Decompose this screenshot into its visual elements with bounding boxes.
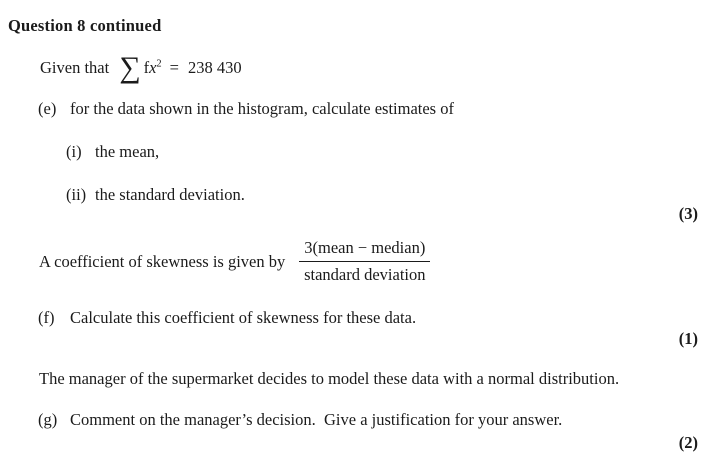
equals-sign: =	[169, 58, 179, 77]
given-prefix: Given that	[40, 58, 110, 77]
term-f: f	[143, 58, 150, 77]
part-e-text: for the data shown in the histogram, calculate estimates of	[70, 99, 454, 118]
part-g-row	[38, 409, 562, 431]
skewness-lead-text: A coefficient of skewness is given by	[39, 251, 286, 271]
part-f-text: Calculate this coefficient of skewness for these data.	[70, 308, 417, 327]
skewness-formula	[299, 237, 430, 286]
question-heading: Question 8 continued	[8, 16, 162, 35]
marks-part-g: (2)	[678, 433, 698, 452]
sum-value: 238 430	[187, 58, 242, 77]
fraction-numerator: 3(mean − median)	[299, 237, 430, 262]
formula-fx-squared	[144, 57, 162, 79]
part-f-row	[38, 307, 416, 329]
item-i-label: (i)	[66, 142, 82, 161]
exponent: 2	[156, 58, 162, 70]
item-ii-text: the standard deviation.	[95, 185, 245, 204]
part-e-item-ii-row	[66, 184, 245, 206]
part-e-item-i-row	[66, 141, 159, 163]
part-g-text: Comment on the manager’s decision. Give a justification for your answer.	[70, 410, 563, 429]
part-e-label: (e)	[38, 99, 57, 118]
item-i-text: the mean,	[95, 142, 160, 161]
part-e-row	[38, 98, 454, 120]
skewness-statement	[39, 237, 430, 286]
part-f-label: (f)	[38, 308, 55, 327]
given-statement	[40, 53, 242, 83]
marks-part-e: (3)	[678, 204, 698, 223]
fraction-denominator: standard deviation	[304, 265, 426, 284]
term-x: x	[149, 58, 157, 77]
marks-part-f: (1)	[678, 329, 698, 348]
part-g-label: (g)	[38, 410, 58, 429]
summation-symbol: ∑	[119, 51, 141, 84]
manager-statement: The manager of the supermarket decides to model these data with a normal distribution.	[39, 369, 620, 388]
item-ii-label: (ii)	[66, 185, 87, 204]
